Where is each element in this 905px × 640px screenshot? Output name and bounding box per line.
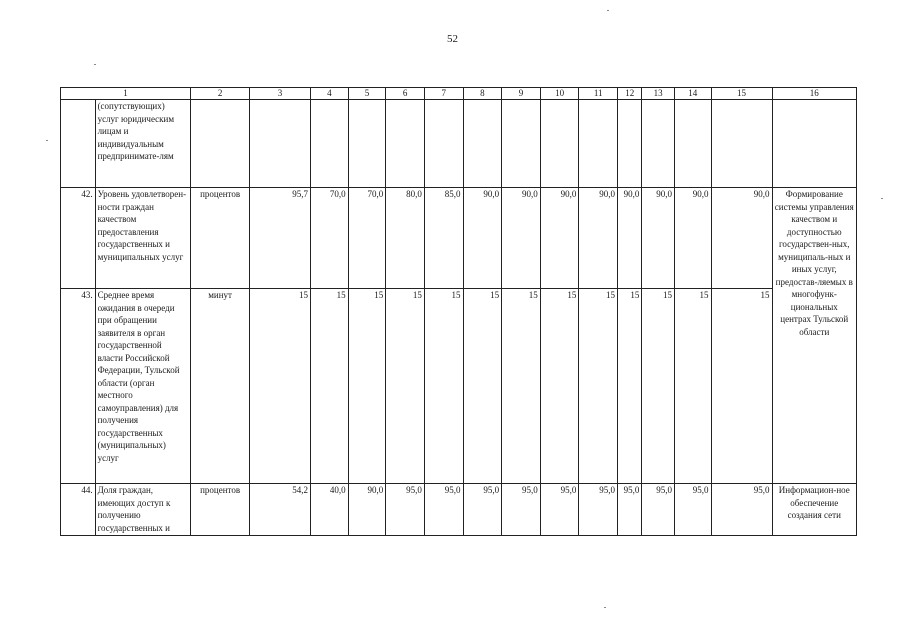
value-cell: 90,0 <box>674 188 711 289</box>
table-cell <box>674 100 711 188</box>
continuation-row <box>61 100 857 188</box>
indicator-name: Среднее время ожидания в очереди при обращении заявителя в орган государственной власти Российской Федерации, Тульской области (орган местного самоуправления) для получения государственных (муниципальных) услуг <box>95 289 191 484</box>
header-cell: 9 <box>502 88 541 100</box>
value-cell: 15 <box>424 289 463 484</box>
table-cell <box>540 100 579 188</box>
table-cell <box>191 100 250 188</box>
value-cell: 15 <box>711 289 772 484</box>
value-cell: 90,0 <box>618 188 642 289</box>
table-row <box>61 188 857 289</box>
value-cell: 54,2 <box>250 484 311 536</box>
table-row <box>61 289 857 484</box>
header-cell: 2 <box>191 88 250 100</box>
value-cell: 95,0 <box>579 484 618 536</box>
value-cell: 15 <box>579 289 618 484</box>
table-cell <box>463 100 502 188</box>
header-cell: 4 <box>311 88 349 100</box>
value-cell: 40,0 <box>311 484 349 536</box>
header-cell: 6 <box>386 88 425 100</box>
table-cell <box>579 100 618 188</box>
value-cell: 15 <box>386 289 425 484</box>
indicators-table <box>60 87 857 536</box>
value-cell: 15 <box>348 289 386 484</box>
unit-cell: минут <box>191 289 250 484</box>
value-cell: 95,0 <box>711 484 772 536</box>
header-cell: 13 <box>642 88 675 100</box>
value-cell: 90,0 <box>711 188 772 289</box>
page-number: 52 <box>447 33 458 45</box>
value-cell: 95,0 <box>618 484 642 536</box>
unit-cell: процентов <box>191 188 250 289</box>
value-cell: 15 <box>618 289 642 484</box>
value-cell: 15 <box>250 289 311 484</box>
table-cell <box>424 100 463 188</box>
header-cell: 16 <box>772 88 856 100</box>
value-cell: 90,0 <box>463 188 502 289</box>
value-cell: 90,0 <box>540 188 579 289</box>
table-cell <box>502 100 541 188</box>
index-cell <box>61 100 96 188</box>
table-cell <box>618 100 642 188</box>
value-cell: 15 <box>502 289 541 484</box>
scan-speck <box>94 64 96 65</box>
scan-speck <box>604 607 606 608</box>
value-cell: 15 <box>642 289 675 484</box>
value-cell: 90,0 <box>579 188 618 289</box>
header-cell: 11 <box>579 88 618 100</box>
table-row <box>61 484 857 536</box>
value-cell: 70,0 <box>348 188 386 289</box>
value-cell: 95,0 <box>424 484 463 536</box>
header-cell: 1 <box>61 88 191 100</box>
header-cell: 15 <box>711 88 772 100</box>
header-cell: 10 <box>540 88 579 100</box>
index-cell: 44. <box>61 484 96 536</box>
index-cell: 43. <box>61 289 96 484</box>
table-cell <box>348 100 386 188</box>
unit-cell: процентов <box>191 484 250 536</box>
value-cell: 90,0 <box>502 188 541 289</box>
value-cell: 95,0 <box>502 484 541 536</box>
value-cell: 15 <box>463 289 502 484</box>
measure-description: Информацион-ное обеспечение создания сети <box>772 484 856 536</box>
header-cell: 8 <box>463 88 502 100</box>
table-cell <box>772 100 856 188</box>
table-cell <box>711 100 772 188</box>
value-cell: 80,0 <box>386 188 425 289</box>
value-cell: 90,0 <box>642 188 675 289</box>
header-cell: 7 <box>424 88 463 100</box>
value-cell: 95,0 <box>386 484 425 536</box>
value-cell: 95,0 <box>642 484 675 536</box>
value-cell: 95,0 <box>674 484 711 536</box>
value-cell: 90,0 <box>348 484 386 536</box>
header-cell: 5 <box>348 88 386 100</box>
value-cell: 95,0 <box>463 484 502 536</box>
table-cell <box>311 100 349 188</box>
header-cell: 14 <box>674 88 711 100</box>
measure-description: Формирование системы управления качеством и доступностью государствен-ных, муниципаль-ных и иных услуг, предостав-ляемых в многофунк-циональных центрах Тульской области <box>772 188 856 484</box>
table-cell <box>386 100 425 188</box>
value-cell: 15 <box>311 289 349 484</box>
table-cell <box>642 100 675 188</box>
header-cell: 3 <box>250 88 311 100</box>
indicator-name: Доля граждан, имеющих доступ к получению государственных и <box>95 484 191 536</box>
value-cell: 95,0 <box>540 484 579 536</box>
value-cell: 15 <box>674 289 711 484</box>
value-cell: 15 <box>540 289 579 484</box>
index-cell: 42. <box>61 188 96 289</box>
indicator-name: Уровень удовлетворен-ности граждан качеством предоставления государственных и муниципальных услуг <box>95 188 191 289</box>
scan-speck <box>46 140 48 141</box>
scan-speck <box>881 198 883 199</box>
table-cell <box>250 100 311 188</box>
indicator-name: (сопутствующих) услуг юридическим лицам и индивидуальным предпринимате-лям <box>95 100 191 188</box>
value-cell: 95,7 <box>250 188 311 289</box>
header-row <box>61 88 857 100</box>
value-cell: 70,0 <box>311 188 349 289</box>
scan-speck <box>607 10 609 11</box>
value-cell: 85,0 <box>424 188 463 289</box>
header-cell: 12 <box>618 88 642 100</box>
